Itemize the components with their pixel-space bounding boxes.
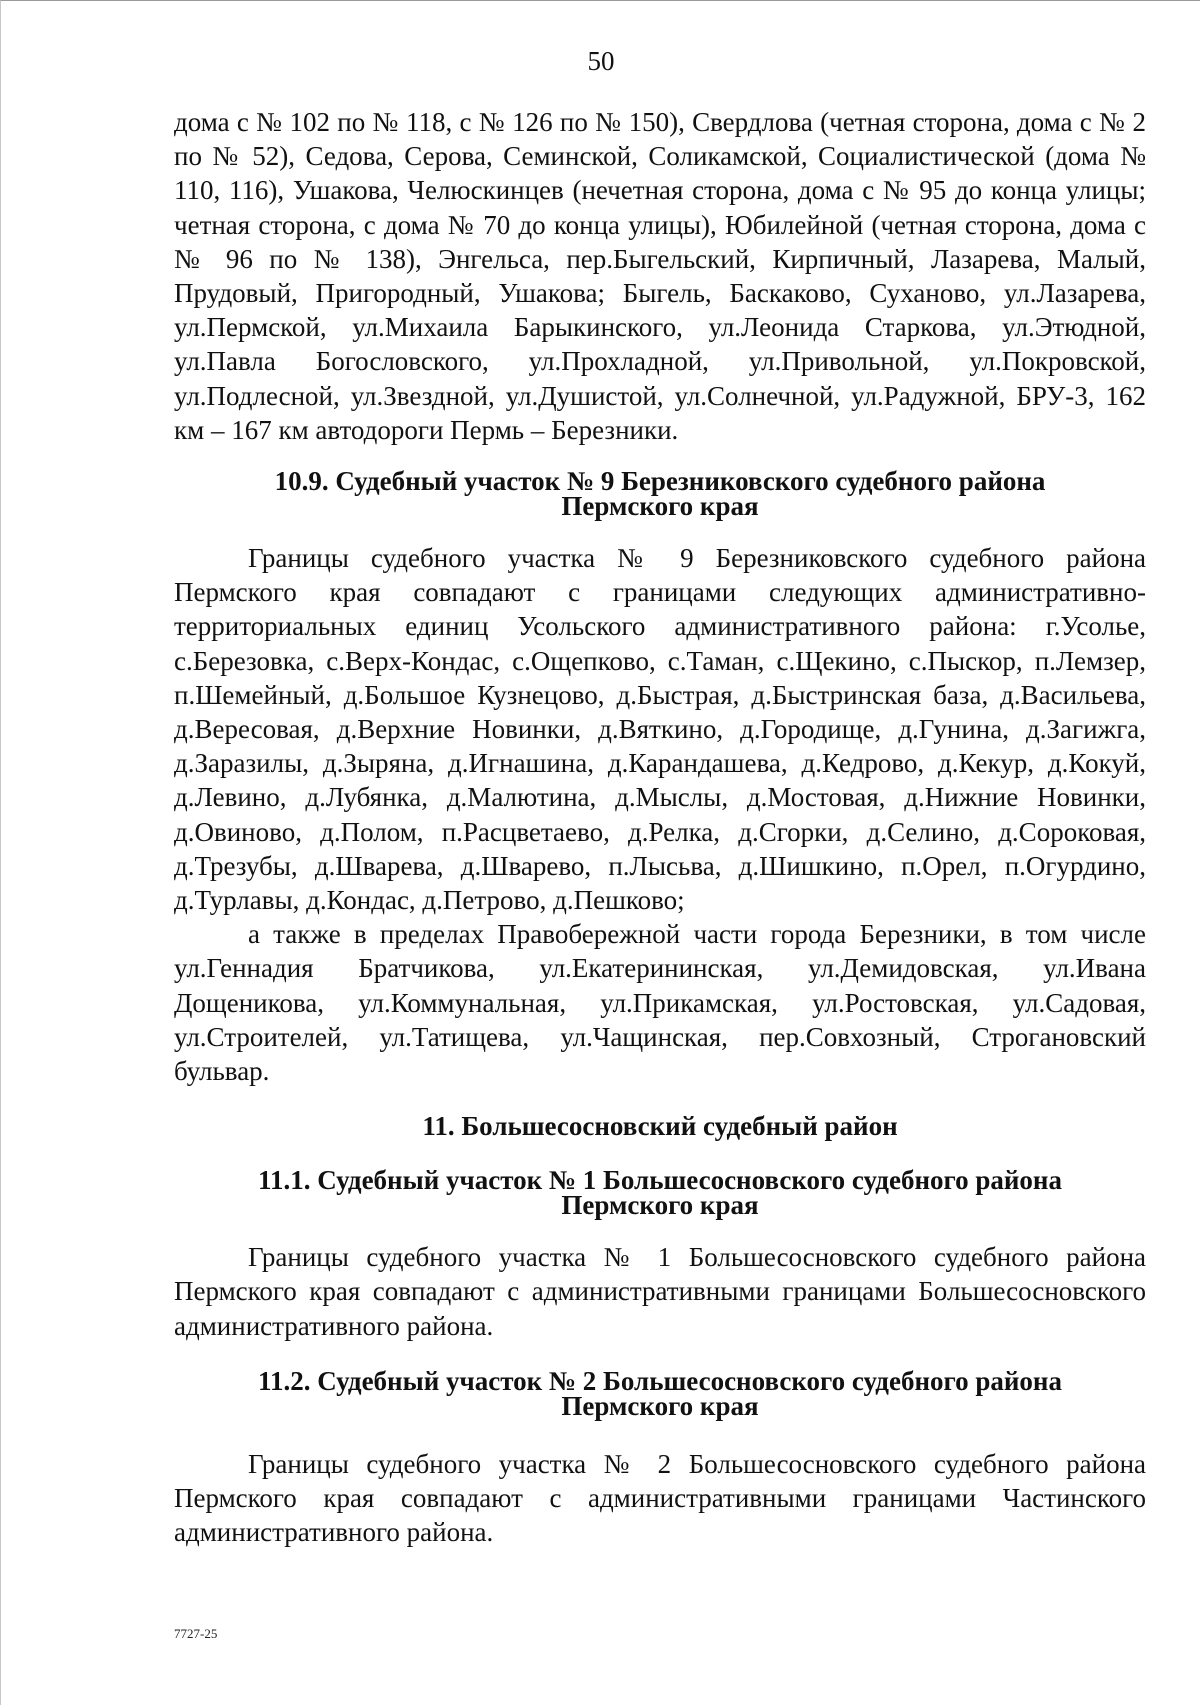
section-11-1-heading-line1: 11.1. Судебный участок № 1 Большесосновского судебного района: [258, 1165, 1062, 1196]
continuation-paragraph: дома с № 102 по № 118, с № 126 по № 150), Свердлова (четная сторона, дома с № 2 по № 52), Седова, Серова, Семинской, Соликамской, Социалистической (дома № 110, 116), Ушакова, Челюскинцев (нечетная сторона, дома с № 95 до конца улицы; четная сторона, с дома № 70 до конца улицы), Юбилейной (четная сторона, дома с № 96 по № 138), Энгельса, пер.Быгельский, Кирпичный, Лазарева, Малый, Прудовый, Пригородный, Ушакова; Быгель, Баскаково, Суханово, ул.Лазарева, ул.Пермской, ул.Михаила Барыкинского, ул.Леонида Старкова, ул.Этюдной, ул.Павла Богословского, ул.Прохладной, ул.Привольной, ул.Покровской, ул.Подлесной, ул.Звездной, ул.Душистой, ул.Солнечной, ул.Радужной, БРУ-3, 162 км – 167 км автодороги Пермь – Березники.: [174, 107, 1146, 445]
page-number: 50: [587, 46, 615, 76]
section-11-heading: 11. Большесосновский судебный район: [422, 1111, 898, 1142]
section-10-9-heading-line1: 10.9. Судебный участок № 9 Березниковского судебного района: [274, 466, 1046, 497]
section-11-1-heading: [174, 1165, 1146, 1221]
document-body: [174, 105, 1146, 1550]
section-10-9-paragraph-2: а также в пределах Правобережной части города Березники, в том числе ул.Геннадия Братчикова, ул.Екатерининская, ул.Демидовская, ул.Ивана Дощеникова, ул.Коммунальная, ул.Прикамская, ул.Ростовская, ул.Садовая, ул.Строителей, ул.Татищева, ул.Чащинская, пер.Совхозный, Строгановский бульвар.: [174, 919, 1146, 1087]
section-11-2-heading-line2: Пермского края: [561, 1390, 759, 1421]
section-11-2-heading: [174, 1365, 1146, 1421]
section-11-1-paragraph: Границы судебного участка № 1 Большесосновского судебного района Пермского края совпадают с административными границами Большесосновского административного района.: [174, 1242, 1146, 1341]
section-10-9-heading-line2: Пермского края: [561, 491, 759, 522]
document-code: 7727-25: [174, 1626, 218, 1641]
section-11-2-heading-line1: 11.2. Судебный участок № 2 Большесосновского судебного района: [258, 1365, 1062, 1396]
section-11-1-heading-line2: Пермского края: [561, 1190, 759, 1221]
section-11-2-paragraph: Границы судебного участка № 2 Большесосновского судебного района Пермского края совпадают с административными границами Частинского административного района.: [174, 1448, 1146, 1548]
section-10-9-heading: [174, 466, 1146, 522]
section-10-9-paragraph-1: Границы судебного участка № 9 Березниковского судебного района Пермского края совпадают с границами следующих административно-территориальных единиц Усольского административного района: г.Усолье, с.Березовка, с.Верх-Кондас, с.Ощепково, с.Таман, с.Щекино, с.Пыскор, п.Лемзер, п.Шемейный, д.Большое Кузнецово, д.Быстрая, д.Быстринская база, д.Васильева, д.Вересовая, д.Верхние Новинки, д.Вяткино, д.Городище, д.Гунина, д.Загижга, д.Заразилы, д.Зыряна, д.Игнашина, д.Карандашева, д.Кедрово, д.Кекур, д.Кокуй, д.Левино, д.Лубянка, д.Малютина, д.Мыслы, д.Мостовая, д.Нижние Новинки, д.Овиново, д.Полом, п.Расцветаево, д.Релка, д.Сгорки, д.Селино, д.Сороковая, д.Трезубы, д.Шварева, д.Шварево, п.Лысьва, д.Шишкино, п.Орел, п.Огурдино, д.Турлавы, д.Кондас, д.Петрово, д.Пешково;: [174, 543, 1146, 916]
